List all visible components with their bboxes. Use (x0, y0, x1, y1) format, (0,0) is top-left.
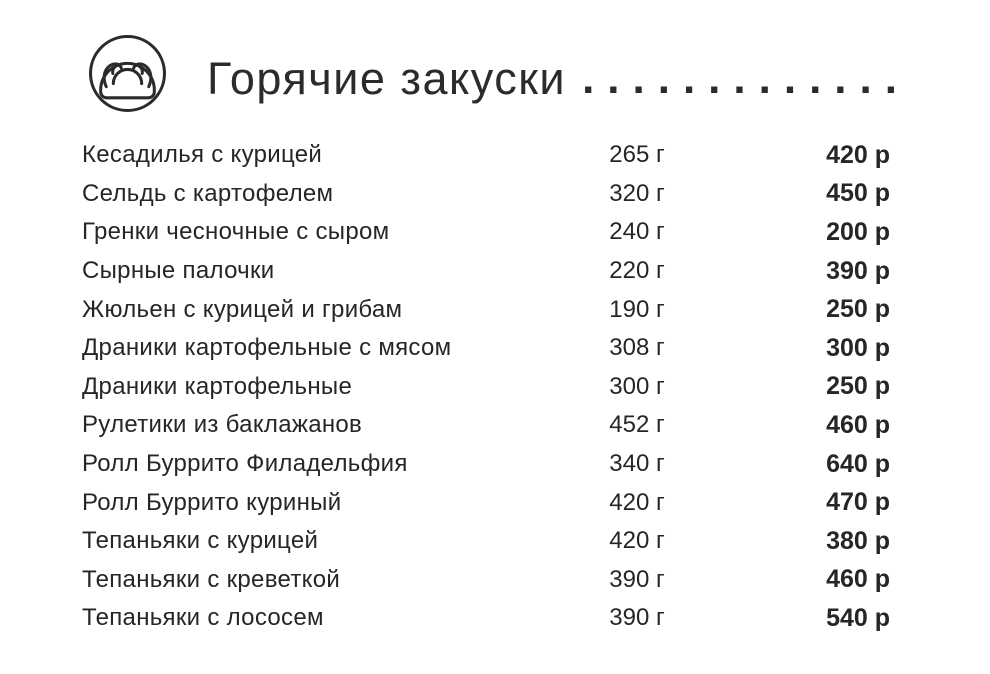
menu-row (82, 445, 890, 484)
menu-row (82, 329, 890, 368)
item-name: Рулетики из баклажанов (82, 411, 363, 439)
item-name: Гренки чесночные с сыром (82, 218, 390, 246)
title-leader-dots: ............. (582, 54, 910, 103)
item-name: Драники картофельные (82, 372, 353, 400)
page-header (88, 30, 910, 116)
item-price: 250 р (826, 372, 890, 401)
item-weight: 390 г (609, 565, 665, 593)
item-price: 420 р (826, 140, 890, 169)
item-price: 540 р (826, 603, 890, 632)
item-weight: 420 г (609, 527, 665, 555)
item-weight: 420 г (609, 488, 665, 516)
item-weight: 240 г (609, 218, 665, 246)
menu-row (82, 522, 890, 561)
item-price: 450 р (826, 179, 890, 208)
item-name: Жюльен с курицей и грибам (82, 295, 403, 323)
item-price: 390 р (826, 256, 890, 285)
page-title: Горячие закуски (207, 53, 567, 104)
item-weight: 390 г (609, 604, 665, 632)
item-weight: 220 г (609, 257, 665, 285)
item-name: Ролл Буррито куриный (82, 488, 342, 516)
item-weight: 340 г (609, 450, 665, 478)
item-weight: 265 г (609, 141, 665, 169)
item-name: Тепаньяки с лососем (82, 604, 324, 632)
item-name: Тепаньяки с курицей (82, 527, 319, 555)
item-name: Сельдь с картофелем (82, 179, 334, 207)
item-price: 470 р (826, 488, 890, 517)
menu-row (82, 368, 890, 407)
item-name: Тепаньяки с креветкой (82, 565, 341, 593)
item-price: 460 р (826, 565, 890, 594)
item-weight: 320 г (609, 179, 665, 207)
item-name: Сырные палочки (82, 257, 275, 285)
menu-row (82, 561, 890, 600)
item-price: 250 р (826, 295, 890, 324)
item-weight: 308 г (609, 334, 665, 362)
menu-row (82, 136, 890, 175)
item-weight: 300 г (609, 372, 665, 400)
item-price: 200 р (826, 217, 890, 246)
menu-row (82, 483, 890, 522)
item-weight: 190 г (609, 295, 665, 323)
item-name: Ролл Буррито Филадельфия (82, 450, 408, 478)
menu-row (82, 175, 890, 214)
menu-row (82, 290, 890, 329)
item-price: 460 р (826, 410, 890, 439)
menu-row (82, 213, 890, 252)
item-name: Кесадилья с курицей (82, 141, 323, 169)
item-price: 640 р (826, 449, 890, 478)
menu-row (82, 252, 890, 291)
menu-list (82, 136, 890, 638)
item-price: 300 р (826, 333, 890, 362)
menu-row (82, 406, 890, 445)
item-name: Драники картофельные с мясом (82, 334, 452, 362)
taco-icon (88, 34, 167, 113)
item-price: 380 р (826, 526, 890, 555)
menu-row (82, 599, 890, 638)
item-weight: 452 г (609, 411, 665, 439)
